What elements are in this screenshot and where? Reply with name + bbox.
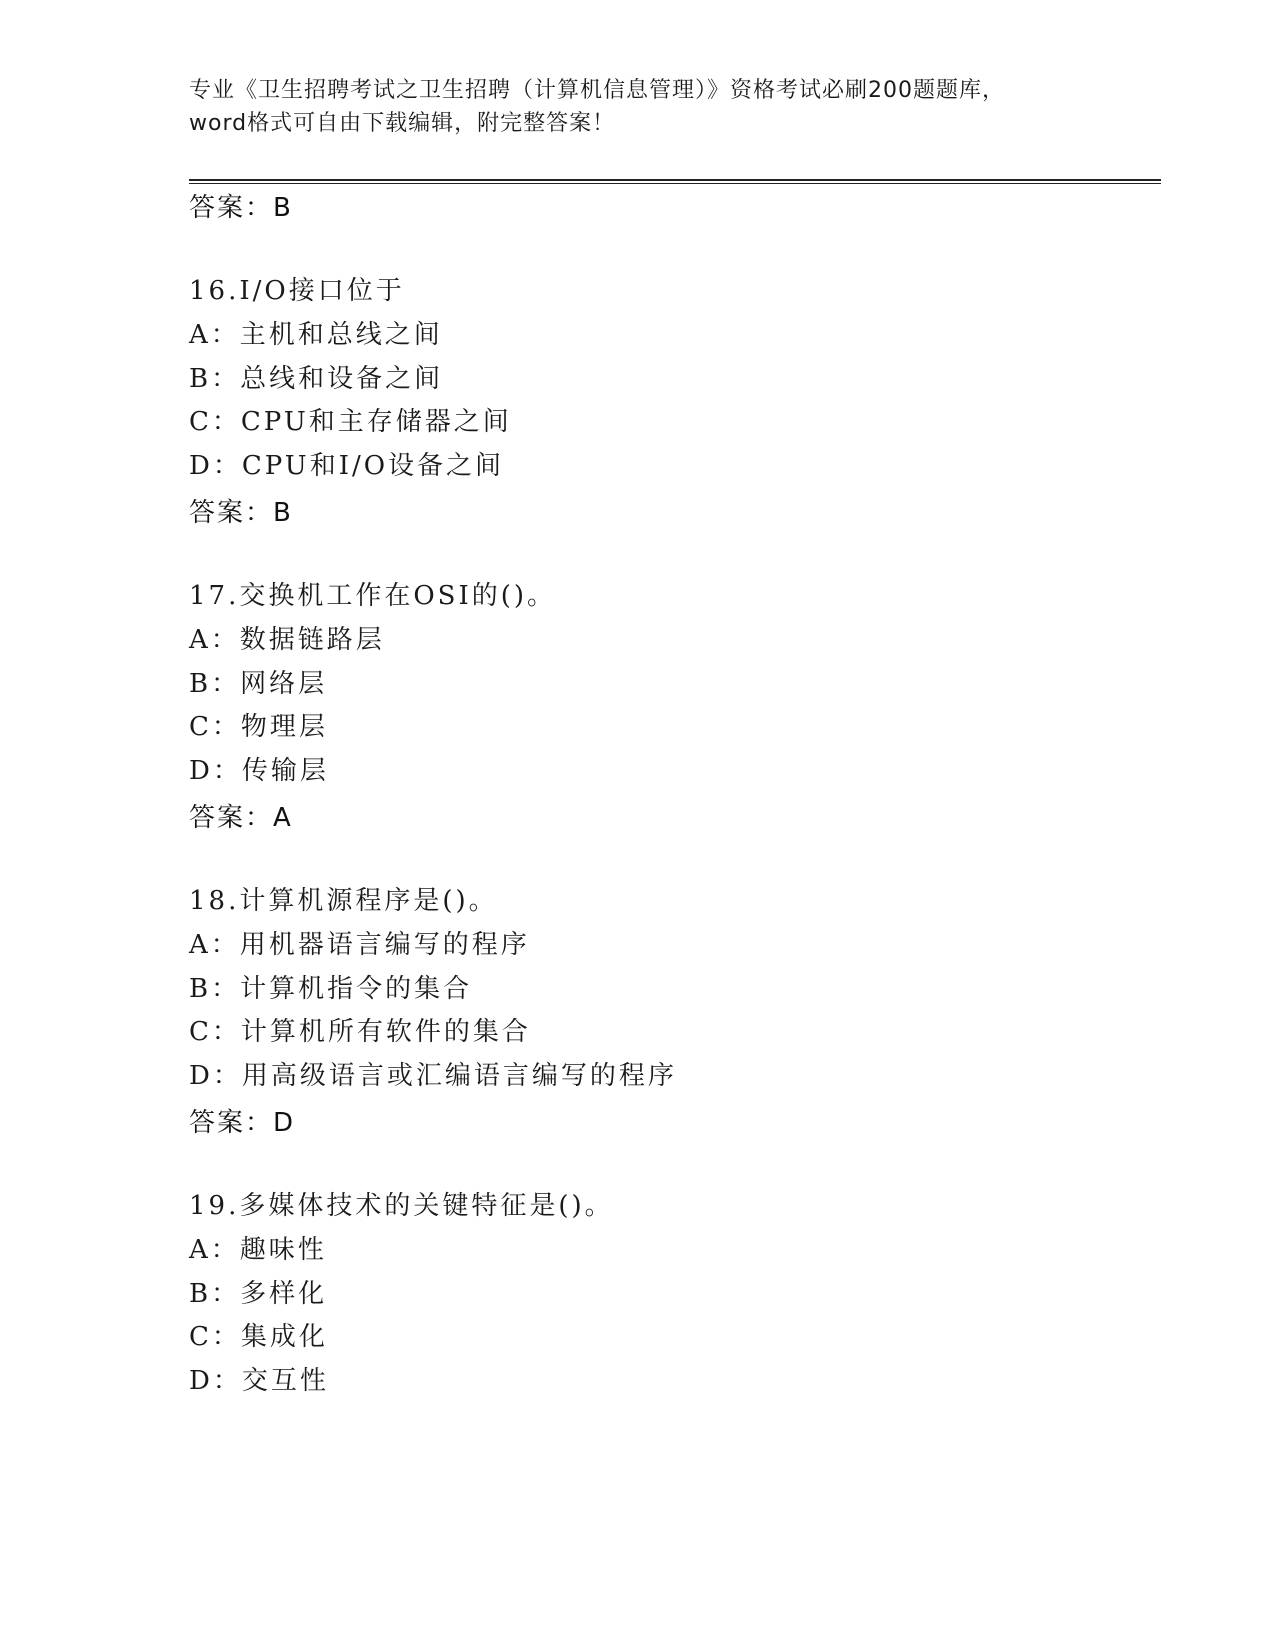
header-line-2: word格式可自由下载编辑，附完整答案！: [189, 111, 616, 136]
question-16-option-b: B：总线和设备之间: [189, 364, 444, 394]
question-16-answer: 答案：B: [189, 498, 293, 528]
question-17-answer: 答案：A: [189, 803, 293, 833]
question-16-option-a: A：主机和总线之间: [189, 320, 443, 350]
header-line-1: 专业《卫生招聘考试之卫生招聘（计算机信息管理）》资格考试必刷200题题库，: [189, 78, 1005, 103]
question-18-stem: 18.计算机源程序是()。: [189, 886, 498, 916]
question-18-answer: 答案：D: [189, 1108, 296, 1138]
question-17-stem: 17.交换机工作在OSI的()。: [189, 581, 557, 611]
header-divider: [189, 179, 1161, 184]
question-19-option-d: D：交互性: [189, 1366, 329, 1396]
question-19-stem: 19.多媒体技术的关键特征是()。: [189, 1191, 614, 1221]
document-header: [189, 74, 1089, 140]
question-17-option-a: A：数据链路层: [189, 625, 385, 655]
question-18-option-c: C：计算机所有软件的集合: [189, 1017, 531, 1047]
question-19-option-b: B：多样化: [189, 1279, 328, 1309]
question-19-option-c: C：集成化: [189, 1322, 328, 1352]
question-19-option-a: A：趣味性: [189, 1235, 327, 1265]
question-18-option-b: B：计算机指令的集合: [189, 974, 473, 1004]
question-17-option-d: D：传输层: [189, 756, 329, 786]
question-16-option-c: C：CPU和主存储器之间: [189, 407, 512, 437]
question-18-option-d: D：用高级语言或汇编语言编写的程序: [189, 1061, 677, 1091]
question-17-option-c: C：物理层: [189, 712, 328, 742]
question-18-option-a: A：用机器语言编写的程序: [189, 930, 530, 960]
question-16-option-d: D：CPU和I/O设备之间: [189, 451, 505, 481]
answer-line: 答案：B: [189, 193, 293, 223]
question-16-stem: 16.I/O接口位于: [189, 276, 405, 306]
question-17-option-b: B：网络层: [189, 669, 328, 699]
